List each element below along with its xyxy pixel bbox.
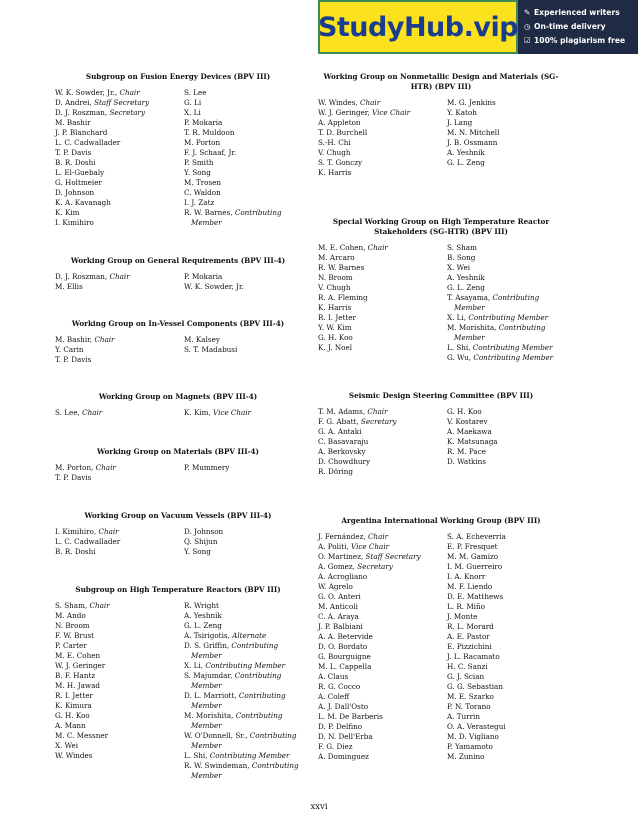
section-title: Subgroup on High Temperature Reactors (BPV III) <box>75 585 281 594</box>
member-name: C. A. Araya <box>318 612 359 621</box>
section-magnets <box>55 392 301 418</box>
member-name: J. P. Blanchard <box>55 128 108 137</box>
member-name: I. Kimihiro <box>55 218 94 227</box>
member-name: M. E. Szarko <box>447 692 494 701</box>
member-name: X. Wei <box>55 741 79 750</box>
member-name: V. Chugh <box>318 148 351 157</box>
member-name: D. Watkins <box>447 457 486 466</box>
member-name: P. Mokaria <box>184 118 223 127</box>
member-name: W. K. Sowder, Jr. <box>184 282 244 291</box>
member-name: W. Windes <box>55 751 93 760</box>
member-name: M. H. Jawad <box>55 681 100 690</box>
feature-item: ◷ On-time delivery <box>524 22 606 31</box>
member-name: X. Li, Contributing Member <box>447 313 549 322</box>
member-name: W. J. Geringer, Vice Chair <box>318 108 411 117</box>
member-name: A. Acrogliano <box>318 572 368 581</box>
member-name: A. Yeshnik <box>184 611 222 620</box>
member-name: A. Tsirigotis, Alternate <box>184 631 267 640</box>
member-name: G. L. Zeng <box>184 621 222 630</box>
member-name: G. H. Koo <box>447 407 482 416</box>
member-name: A. Turrin <box>447 712 480 721</box>
member-name: L. Shi, Contributing Member <box>447 343 553 352</box>
section-title: Working Group on Vacuum Vessels (BPV III-4) <box>84 511 272 520</box>
member-name: M. L. Cappella <box>318 662 372 671</box>
member-name: W. K. Sowder, Jr., Chair <box>55 88 140 97</box>
member-name: K. Matsunaga <box>447 437 498 446</box>
members-col-2 <box>184 335 301 365</box>
members-col-2 <box>184 408 301 418</box>
members-col-2 <box>447 98 564 178</box>
member-name: T. P. Davis <box>55 473 92 482</box>
member-name: I. J. Zatz <box>184 198 215 207</box>
member-name: D. Johnson <box>55 188 95 197</box>
member-name: S. Majumdar, Contributing Member <box>184 671 282 690</box>
member-name: L. M. De Barberis <box>318 712 383 721</box>
members-col-1 <box>55 272 184 292</box>
members-col-1 <box>55 88 184 228</box>
member-name: K. Harris <box>318 303 352 312</box>
member-name: D. Chowdhury <box>318 457 371 466</box>
member-name: F. W. Brust <box>55 631 95 640</box>
member-name: W. J. Geringer <box>55 661 106 670</box>
member-name: D. Johnson <box>184 527 224 536</box>
member-name: M. D. Vigliano <box>447 732 499 741</box>
promo-banner[interactable] <box>318 0 638 54</box>
member-name: Y. Katoh <box>447 108 477 117</box>
member-name: M. Porton <box>184 138 221 147</box>
member-name: D. S. Griffin, Contributing Member <box>184 641 279 660</box>
member-name: J. Fernández, Chair <box>318 532 389 541</box>
member-name: R. Wright <box>184 601 219 610</box>
members-col-2 <box>184 527 301 557</box>
member-name: M. Zunino <box>447 752 485 761</box>
member-name: D. E. Matthews <box>447 592 504 601</box>
member-name: R. L. Morard <box>447 622 494 631</box>
section-seismic-design <box>318 391 564 477</box>
member-name: D. L. Marriott, Contributing Member <box>184 691 286 710</box>
pen-icon: ✎ <box>524 8 531 17</box>
member-name: K. Kimura <box>55 701 92 710</box>
member-name: C. Basavaraju <box>318 437 369 446</box>
member-name: V. Kostarev <box>447 417 488 426</box>
section-nonmetallic-design <box>318 72 564 178</box>
member-name: G. H. Koo <box>318 333 353 342</box>
section-title: Subgroup on Fusion Energy Devices (BPV III) <box>85 72 271 81</box>
member-name: F. G. Abatt, Secretary <box>318 417 397 426</box>
section-htr-stakeholders <box>318 217 564 363</box>
member-name: D. J. Roszman, Chair <box>55 272 130 281</box>
member-name: M. Morishita, Contributing Member <box>184 711 283 730</box>
member-name: N. Broom <box>55 621 90 630</box>
member-name: M. N. Mitchell <box>447 128 500 137</box>
member-name: M. E. Cohen, Chair <box>318 243 388 252</box>
members-col-2 <box>184 272 301 292</box>
member-name: P. Yamamoto <box>447 742 493 751</box>
member-name: A. J. Dall'Osto <box>318 702 369 711</box>
section-materials <box>55 447 301 483</box>
member-name: T. D. Burchell <box>318 128 368 137</box>
member-name: Y. W. Kim <box>318 323 352 332</box>
member-name: E. P. Fresquet <box>447 542 498 551</box>
member-name: S. Lee <box>184 88 207 97</box>
members-col-1 <box>55 408 184 418</box>
member-name: G. J. Scian <box>447 672 485 681</box>
badge-icon: ☑ <box>524 36 531 45</box>
member-name: W. Windes, Chair <box>318 98 381 107</box>
member-name: T. P. Davis <box>55 355 92 364</box>
member-name: A. A. Betervide <box>318 632 373 641</box>
member-name: F. J. Schaaf, Jr. <box>184 148 237 157</box>
member-name: T. Asayama, Contributing Member <box>447 293 540 312</box>
section-title: Seismic Design Steering Committee (BPV III) <box>348 391 534 400</box>
members-col-1 <box>55 335 184 365</box>
member-name: M. Porton, Chair <box>55 463 116 472</box>
member-name: R. M. Pace <box>447 447 486 456</box>
member-name: X. Li <box>184 108 201 117</box>
member-name: K. A. Kavanagh <box>55 198 111 207</box>
member-name: A. Dominguez <box>318 752 369 761</box>
member-name: D. Andrei, Staff Secretary <box>55 98 150 107</box>
member-name: X. Wei <box>447 263 471 272</box>
section-general-requirements <box>55 256 301 292</box>
member-name: M. Arcaro <box>318 253 355 262</box>
member-name: M. Kalsey <box>184 335 220 344</box>
member-name: L. C. Cadwallader <box>55 138 121 147</box>
members-col-1 <box>55 527 184 557</box>
member-name: S. T. Gonczy <box>318 158 363 167</box>
member-name: G. L. Zeng <box>447 283 485 292</box>
member-name: E. Pizzichini <box>447 642 492 651</box>
member-name: S.-H. Chi <box>318 138 351 147</box>
member-name: T. P. Davis <box>55 148 92 157</box>
member-name: M. F. Liendo <box>447 582 493 591</box>
clock-icon: ◷ <box>524 22 531 31</box>
member-name: P. Smith <box>184 158 214 167</box>
member-name: I. Kimihiro, Chair <box>55 527 119 536</box>
member-name: L. El-Guebaly <box>55 168 105 177</box>
members-col-2 <box>447 407 564 477</box>
member-name: Q. Shijun <box>184 537 218 546</box>
member-name: T. M. Adams, Chair <box>318 407 388 416</box>
member-name: Y. Song <box>184 168 211 177</box>
member-name: A. Mann <box>55 721 86 730</box>
member-name: M. Bashir, Chair <box>55 335 115 344</box>
member-name: X. Li, Contributing Member <box>184 661 286 670</box>
section-title: Argentina International Working Group (BPV III) <box>341 516 541 525</box>
member-name: R. I. Jetter <box>318 313 356 322</box>
members-col-1 <box>318 243 447 363</box>
members-col-2 <box>184 601 301 781</box>
section-in-vessel <box>55 319 301 365</box>
member-name: I. M. Guerreiro <box>447 562 503 571</box>
member-name: M. Ellis <box>55 282 83 291</box>
member-name: A. Claus <box>318 672 349 681</box>
section-title: Working Group on Magnets (BPV III-4) <box>98 392 258 401</box>
member-name: M. Bashir <box>55 118 91 127</box>
member-name: A. E. Pastor <box>447 632 490 641</box>
section-title: Working Group on Nonmetallic Design and Materials (SG-HTR) (BPV III) <box>323 72 559 91</box>
members-col-2 <box>447 532 564 762</box>
section-title: Working Group on In-Vessel Components (BPV III-4) <box>71 319 285 328</box>
member-name: N. Broom <box>318 273 353 282</box>
member-name: A. Yeshnik <box>447 273 485 282</box>
brand-logo[interactable]: StudyHub.vip <box>320 2 516 52</box>
section-vacuum-vessels <box>55 511 301 557</box>
member-name: R. W. Barnes, Contributing Member <box>184 208 282 227</box>
member-name: W. O'Donnell, Sr., Contributing Member <box>184 731 297 750</box>
members-col-1 <box>318 98 447 178</box>
member-name: P. Carter <box>55 641 87 650</box>
member-name: A. Gomez, Secretary <box>318 562 393 571</box>
member-name: A. Coleff <box>318 692 350 701</box>
member-name: S. A. Echeverria <box>447 532 506 541</box>
member-name: B. Song <box>447 253 476 262</box>
members-col-2 <box>184 463 301 483</box>
member-name: B. R. Doshi <box>55 158 96 167</box>
section-title: Working Group on Materials (BPV III-4) <box>97 447 259 456</box>
member-name: K. J. Noel <box>318 343 352 352</box>
feature-item: ☑ 100% plagiarism free <box>524 36 626 45</box>
member-name: D. J. Roszman, Secretary <box>55 108 146 117</box>
member-name: M. Morishita, Contributing Member <box>447 323 546 342</box>
member-name: M. M. Gamizo <box>447 552 499 561</box>
member-name: A. Appleton <box>318 118 361 127</box>
member-name: M. Ando <box>55 611 86 620</box>
member-name: B. F. Hantz <box>55 671 96 680</box>
member-name: D. O. Bordato <box>318 642 368 651</box>
section-fusion-energy <box>55 72 301 228</box>
member-name: J. Monte <box>447 612 478 621</box>
member-name: R. I. Jetter <box>55 691 93 700</box>
member-name: A. Maekawa <box>447 427 492 436</box>
page-number: xxvi <box>310 802 328 812</box>
members-col-2 <box>447 243 564 363</box>
member-name: S. Sham <box>447 243 477 252</box>
member-name: T. R. Muldoon <box>184 128 235 137</box>
member-name: Y. Song <box>184 547 211 556</box>
member-name: M. Anticoli <box>318 602 358 611</box>
member-name: K. Kim <box>55 208 80 217</box>
member-name: A. Yeshnik <box>447 148 485 157</box>
member-name: O. A. Verastegui <box>447 722 506 731</box>
member-name: P. Mokaria <box>184 272 223 281</box>
member-name: S. T. Madabusi <box>184 345 238 354</box>
member-name: D. N. Dell'Erba <box>318 732 373 741</box>
member-name: B. R. Doshi <box>55 547 96 556</box>
member-name: R. A. Fleming <box>318 293 368 302</box>
members-col-2 <box>184 88 301 228</box>
member-name: R. W. Swindeman, Contributing Member <box>184 761 299 780</box>
section-title: Special Working Group on High Temperature Reactor Stakeholders (SG-HTR) (BPV III) <box>332 217 550 236</box>
section-argentina-working-group <box>318 516 564 762</box>
member-name: J. Lang <box>447 118 473 127</box>
member-name: M. Trosen <box>184 178 222 187</box>
member-name: G. O. Anteri <box>318 592 361 601</box>
member-name: A. Politi, Vice Chair <box>318 542 390 551</box>
member-name: D. P. Delfino <box>318 722 363 731</box>
member-name: L. R. Miño <box>447 602 485 611</box>
member-name: R. Döring <box>318 467 354 476</box>
member-name: Y. Carin <box>55 345 84 354</box>
member-name: S. Lee, Chair <box>55 408 103 417</box>
member-name: P. Mummery <box>184 463 230 472</box>
section-high-temp-reactors <box>55 585 301 781</box>
member-name: J. P. Balbiani <box>318 622 363 631</box>
member-name: J. L. Racamato <box>447 652 500 661</box>
member-name: G. Wu, Contributing Member <box>447 353 554 362</box>
member-name: C. Waldon <box>184 188 221 197</box>
member-name: V. Chugh <box>318 283 351 292</box>
members-col-1 <box>318 532 447 762</box>
member-name: L. Shi, Contributing Member <box>184 751 290 760</box>
member-name: G. Holtmeier <box>55 178 102 187</box>
member-name: S. Sham, Chair <box>55 601 110 610</box>
member-name: G. L. Zeng <box>447 158 485 167</box>
member-name: A. Berkovsky <box>318 447 366 456</box>
section-title: Working Group on General Requirements (BPV III-4) <box>70 256 286 265</box>
member-name: F. G. Diez <box>318 742 353 751</box>
member-name: G. G. Sebastian <box>447 682 503 691</box>
member-name: M. E. Cohen <box>55 651 101 660</box>
member-name: M. G. Jenkins <box>447 98 496 107</box>
member-name: P. N. Torano <box>447 702 491 711</box>
member-name: R. G. Cocco <box>318 682 361 691</box>
member-name: I. A. Knorr <box>447 572 486 581</box>
members-col-1 <box>318 407 447 477</box>
members-col-1 <box>55 463 184 483</box>
member-name: O. Martinez, Staff Secretary <box>318 552 421 561</box>
member-name: K. Kim, Vice Chair <box>184 408 252 417</box>
member-name: G. Bourguigne <box>318 652 371 661</box>
member-name: H. C. Sanzi <box>447 662 488 671</box>
member-name: W. Agrelo <box>318 582 353 591</box>
member-name: G. H. Koo <box>55 711 90 720</box>
feature-item: ✎ Experienced writers <box>524 8 620 17</box>
member-name: G. A. Antaki <box>318 427 362 436</box>
members-col-1 <box>55 601 184 781</box>
member-name: K. Harris <box>318 168 352 177</box>
member-name: L. C. Cadwallader <box>55 537 121 546</box>
member-name: J. B. Ossmann <box>447 138 498 147</box>
member-name: M. C. Messner <box>55 731 109 740</box>
member-name: R. W. Barnes <box>318 263 365 272</box>
member-name: G. Li <box>184 98 202 107</box>
